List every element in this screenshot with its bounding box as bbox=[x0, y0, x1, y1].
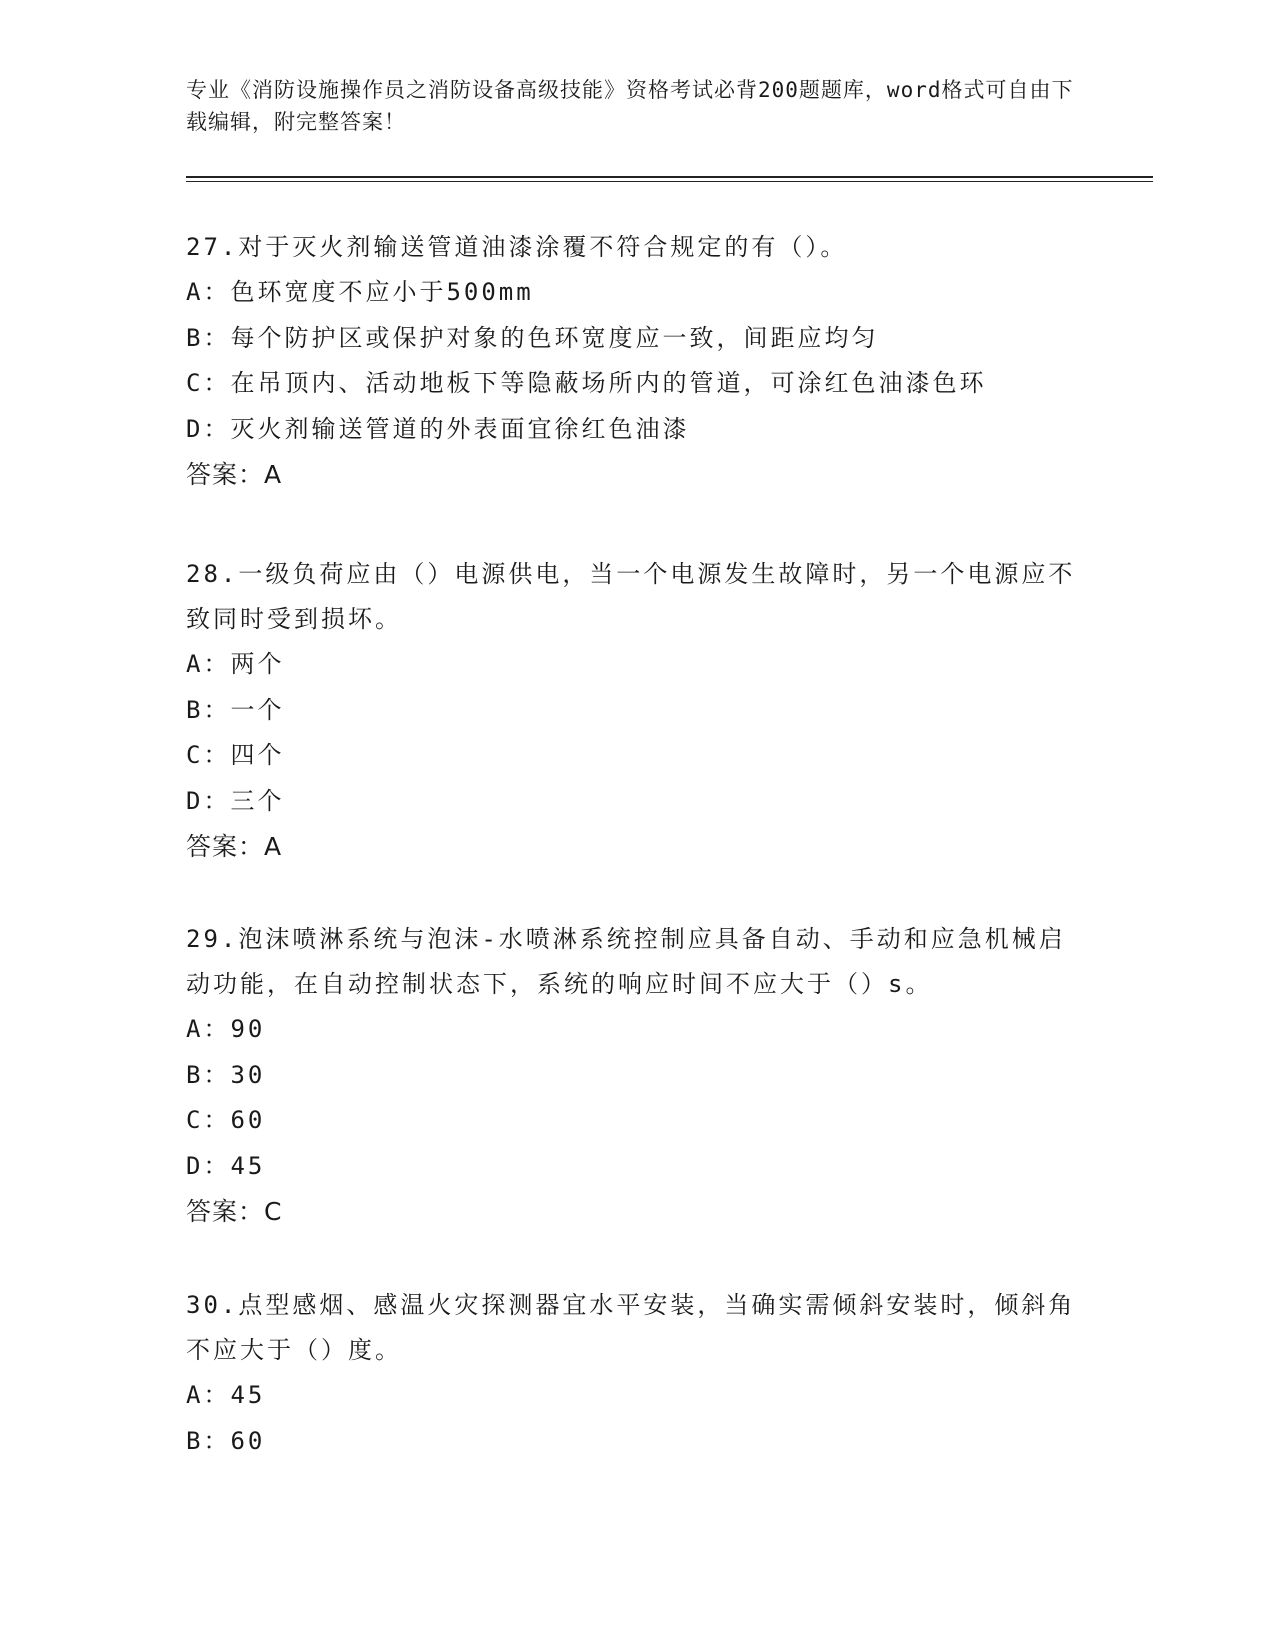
question-27 bbox=[186, 225, 1086, 497]
option-a: A：45 bbox=[186, 1381, 266, 1409]
option-d: D：45 bbox=[186, 1151, 266, 1180]
question-29 bbox=[186, 917, 1086, 1234]
option-a: A：90 bbox=[186, 1015, 266, 1043]
answer-line: 答案：C bbox=[186, 1197, 283, 1226]
answer-line: 答案：A bbox=[186, 832, 283, 861]
option-a: A：两个 bbox=[186, 650, 285, 678]
question-stem: 27.对于灭火剂输送管道油漆涂覆不符合规定的有（）。 bbox=[186, 233, 848, 261]
header-divider-thick bbox=[186, 176, 1153, 178]
option-b: B：一个 bbox=[186, 695, 285, 724]
option-b: B：30 bbox=[186, 1060, 266, 1089]
option-a: A：色环宽度不应小于500mm bbox=[186, 278, 534, 306]
option-c: C：在吊顶内、活动地板下等隐蔽场所内的管道，可涂红色油漆色环 bbox=[186, 369, 987, 397]
question-stem: 29.泡沫喷淋系统与泡沫-水喷淋系统控制应具备自动、手动和应急机械启动功能，在自动控制状态下，系统的响应时间不应大于（）s。 bbox=[186, 925, 1066, 998]
option-c: C：四个 bbox=[186, 741, 285, 769]
question-stem: 28.一级负荷应由（）电源供电，当一个电源发生故障时，另一个电源应不致同时受到损坏。 bbox=[186, 560, 1076, 633]
question-28 bbox=[186, 552, 1086, 869]
option-c: C：60 bbox=[186, 1106, 266, 1134]
option-b: B：60 bbox=[186, 1426, 266, 1455]
question-stem: 30.点型感烟、感温火灾探测器宜水平安装，当确实需倾斜安装时，倾斜角不应大于（）度。 bbox=[186, 1291, 1076, 1364]
option-d: D：灭火剂输送管道的外表面宜徐红色油漆 bbox=[186, 414, 690, 443]
answer-line: 答案：A bbox=[186, 460, 283, 489]
option-d: D：三个 bbox=[186, 786, 285, 815]
option-b: B：每个防护区或保护对象的色环宽度应一致，间距应均匀 bbox=[186, 323, 879, 352]
header-divider-thin bbox=[186, 181, 1153, 182]
document-header: 专业《消防设施操作员之消防设备高级技能》资格考试必背200题题库，word格式可自由下载编辑，附完整答案！ bbox=[186, 78, 1074, 134]
question-30 bbox=[186, 1283, 1086, 1464]
